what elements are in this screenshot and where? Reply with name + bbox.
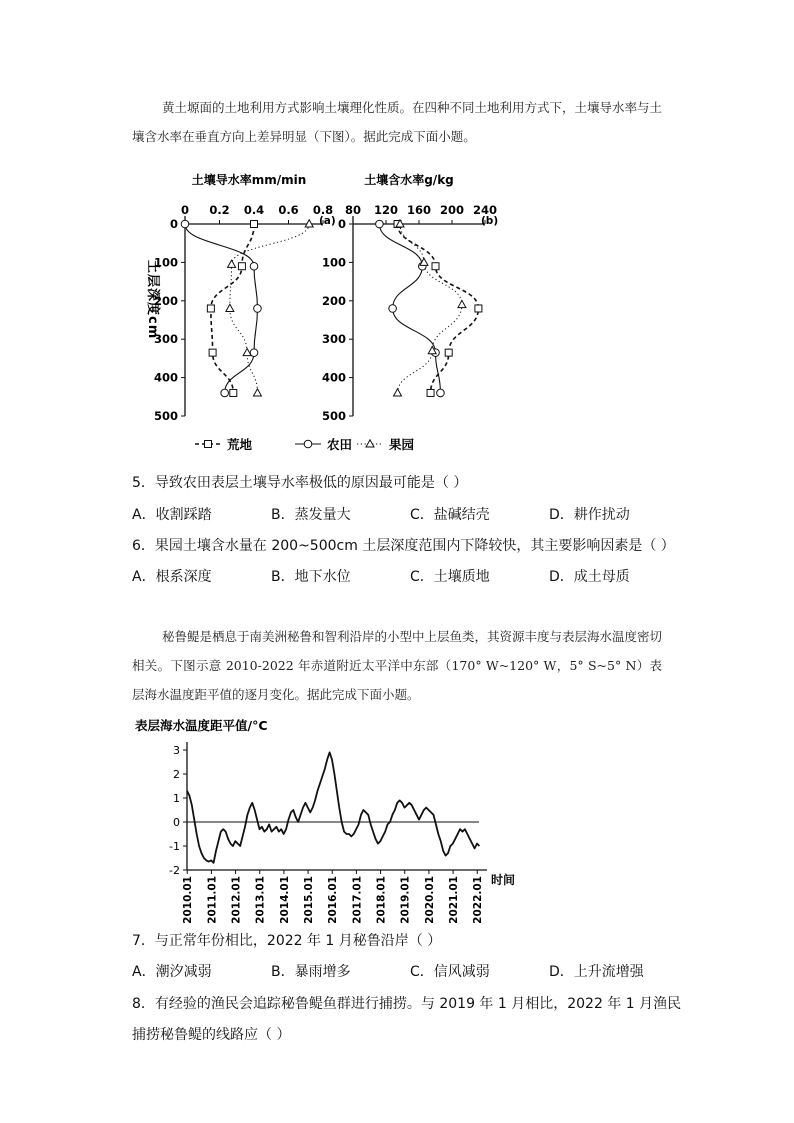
y-tick-label: 100 <box>153 255 178 270</box>
question-8-stem-line2: 捕捞秘鲁鳀的线路应（ ） <box>132 1027 291 1043</box>
data-point-农田 <box>437 389 445 397</box>
legend-marker <box>304 440 312 448</box>
passage-2 <box>132 622 662 709</box>
anomaly-series-line <box>187 752 479 862</box>
x-tick-label: 2019.01 <box>399 876 412 924</box>
y-tick-label: 500 <box>321 409 346 423</box>
x-tick-label: 2021.01 <box>448 876 461 924</box>
y-tick-label: 400 <box>321 370 346 385</box>
q6-option-a[interactable]: A．根系深度 <box>132 569 212 585</box>
legend-marker <box>205 441 212 448</box>
y-tick-label: -2 <box>169 864 180 877</box>
y-tick-label: 0 <box>173 816 180 829</box>
passage-2-text: 秘鲁鳀是栖息于南美洲秘鲁和智利沿岸的小型中上层鱼类，其资源丰度与表层海水温度密切相关。下图示意 2010-2022 年赤道附近太平洋中东部（170° W~120° W，5° S~5° N）表层海水温度距平值的逐月变化。据此完成下面小题。 <box>132 629 663 702</box>
series-line-果园 <box>230 224 309 393</box>
q7-option-b[interactable]: B．暴雨增多 <box>271 964 351 980</box>
y-tick-label: 200 <box>153 293 178 308</box>
question-5-options <box>132 504 692 524</box>
data-point-荒地 <box>445 349 452 356</box>
legend-item-农田: 农田 <box>327 437 353 452</box>
legend-item-荒地: 荒地 <box>227 437 253 452</box>
question-8-stem-line1: 8．有经验的渔民会追踪秘鲁鳀鱼群进行捕捞。与 2019 年 1 月相比，2022 年 1 月渔民 <box>132 996 682 1012</box>
panel-label: (b) <box>481 215 499 227</box>
x-tick-label: 120 <box>373 203 399 217</box>
x-tick-label: 2015.01 <box>303 876 316 924</box>
y-tick-label: 3 <box>173 744 180 757</box>
data-point-农田 <box>181 220 189 228</box>
y-tick-label: 500 <box>153 409 178 423</box>
q6-option-c[interactable]: C．土壤质地 <box>410 569 490 585</box>
soil-figure <box>135 168 505 458</box>
data-point-农田 <box>389 305 397 313</box>
x-tick-label: 80 <box>344 203 362 217</box>
x-tick-label: 2017.01 <box>351 876 364 924</box>
data-point-荒地 <box>207 305 214 312</box>
legend-item-果园: 果园 <box>389 437 415 452</box>
data-point-荒地 <box>427 389 434 396</box>
question-6-options <box>132 566 692 586</box>
y-tick-label: 2 <box>173 768 180 781</box>
question-7-stem: 7．与正常年份相比，2022 年 1 月秘鲁沿岸（ ） <box>132 933 442 949</box>
x-tick-label: 2018.01 <box>375 876 388 924</box>
x-tick-label: 2014.01 <box>278 876 291 924</box>
question-7-options <box>132 961 692 981</box>
legend <box>195 437 415 452</box>
panel-label: (a) <box>319 215 336 227</box>
x-axis-label: 时间 <box>491 873 516 887</box>
data-point-荒地 <box>475 305 482 312</box>
chart-title: 表层海水温度距平值/°C <box>135 718 268 733</box>
x-tick-label: 0.6 <box>278 203 299 217</box>
y-tick-label: 200 <box>321 293 346 308</box>
data-point-荒地 <box>251 221 258 228</box>
data-point-果园 <box>394 389 402 396</box>
series-line-农田 <box>185 224 257 393</box>
x-tick-label: 0.8 <box>312 203 334 217</box>
panel-title: 土壤含水率g/kg <box>364 173 454 187</box>
passage-1 <box>132 93 662 151</box>
x-tick-label: 2020.01 <box>423 876 436 924</box>
x-tick-label: 0.4 <box>243 203 265 217</box>
y-tick-label: 300 <box>153 332 178 347</box>
y-tick-label: 0 <box>169 217 178 231</box>
question-6-stem: 6．果园土壤含水量在 200~500cm 土层深度范围内下降较快，其主要影响因素是（ ） <box>132 538 675 554</box>
q7-option-c[interactable]: C．信风减弱 <box>410 964 490 980</box>
y-tick-label: -1 <box>169 840 180 853</box>
x-tick-label: 240 <box>472 203 498 217</box>
x-tick-label: 2011.01 <box>206 876 219 924</box>
data-point-农田 <box>250 262 258 270</box>
q5-option-b[interactable]: B．蒸发量大 <box>271 507 351 523</box>
y-tick-label: 400 <box>153 370 178 385</box>
x-tick-label: 200 <box>439 203 465 217</box>
q6-option-b[interactable]: B．地下水位 <box>271 569 351 585</box>
panel-a <box>154 172 336 423</box>
x-tick-label: 2022.01 <box>472 876 485 924</box>
series-line-果园 <box>398 224 462 393</box>
x-tick-label: 2010.01 <box>182 876 195 924</box>
q5-option-a[interactable]: A．收割踩踏 <box>132 507 212 523</box>
y-axis-label: 土层深度cm <box>145 260 160 340</box>
x-tick-label: 2012.01 <box>230 876 243 924</box>
legend-marker <box>366 440 374 447</box>
q7-option-d[interactable]: D．上升流增强 <box>549 964 644 980</box>
data-point-果园 <box>253 389 261 396</box>
data-point-农田 <box>254 305 262 313</box>
q6-option-d[interactable]: D．成土母质 <box>549 569 630 585</box>
data-point-果园 <box>228 260 236 267</box>
x-tick-label: 2013.01 <box>254 876 267 924</box>
data-point-荒地 <box>230 389 237 396</box>
y-tick-label: 300 <box>321 332 346 347</box>
panel-b <box>322 172 498 423</box>
q5-option-d[interactable]: D．耕作扰动 <box>549 507 630 523</box>
x-tick-label: 2016.01 <box>327 876 340 924</box>
data-point-农田 <box>221 389 229 397</box>
data-point-荒地 <box>432 263 439 270</box>
sst-anomaly-chart <box>135 712 535 927</box>
passage-1-text: 黄土塬面的土地利用方式影响土壤理化性质。在四种不同土地利用方式下，土壤导水率与土壤含水率在垂直方向上差异明显（下图）。据此完成下面小题。 <box>132 100 663 144</box>
y-tick-label: 100 <box>321 255 346 270</box>
data-point-农田 <box>376 220 384 228</box>
q5-option-c[interactable]: C．盐碱结壳 <box>410 507 490 523</box>
y-tick-label: 0 <box>337 217 346 231</box>
x-tick-label: 0.2 <box>209 203 230 217</box>
data-point-荒地 <box>238 263 245 270</box>
x-tick-label: 160 <box>406 203 432 217</box>
data-point-荒地 <box>209 349 216 356</box>
data-point-果园 <box>458 300 466 307</box>
x-tick-label: 0 <box>180 203 190 217</box>
q7-option-a[interactable]: A．潮汐减弱 <box>132 964 212 980</box>
panel-title: 土壤导水率mm/min <box>191 173 307 187</box>
data-point-果园 <box>226 304 234 311</box>
y-tick-label: 1 <box>173 792 180 805</box>
question-5-stem: 5．导致农田表层土壤导水率极低的原因最可能是（ ） <box>132 475 468 491</box>
